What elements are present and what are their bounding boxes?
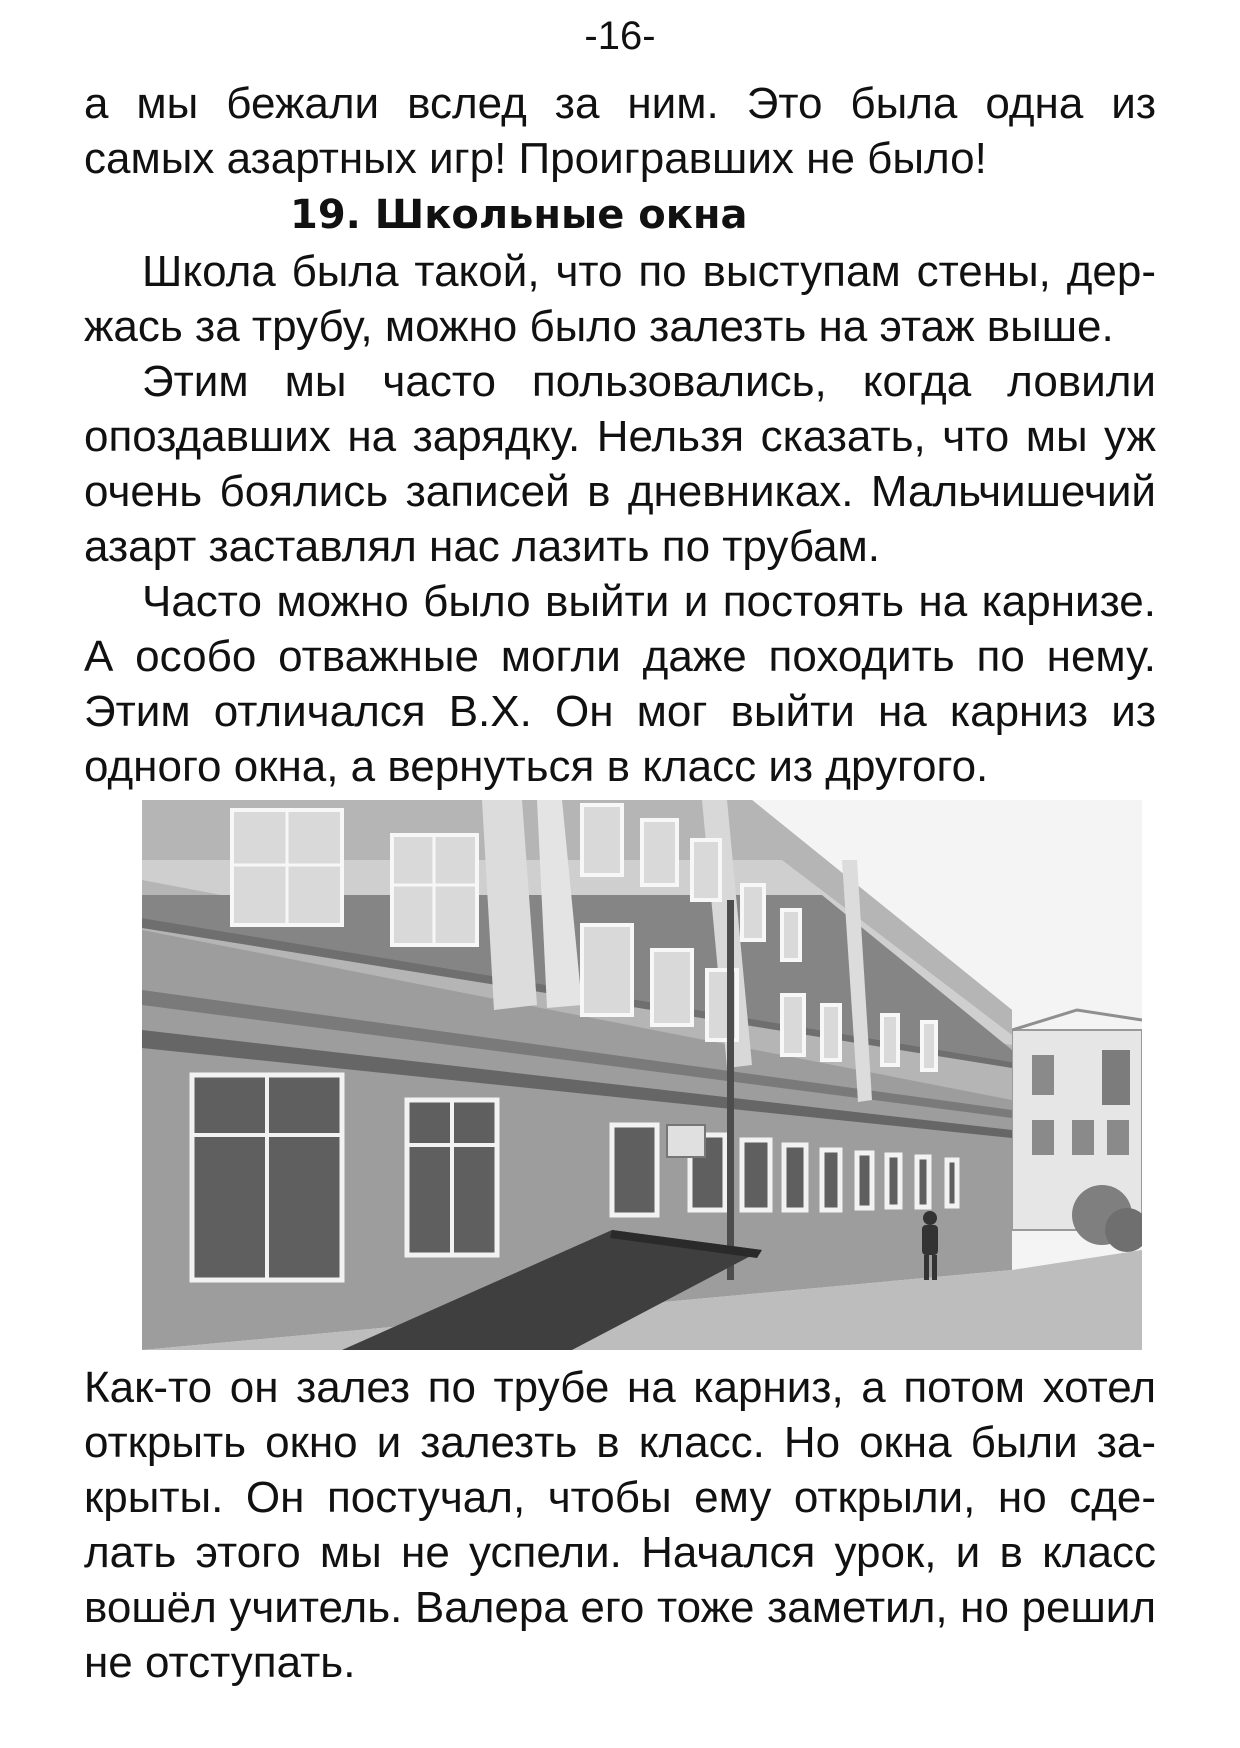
paragraph-3: Часто можно было выйти и постоять на карнизе. А особо отважные могли даже походить по нему. Этим отличался В.Х. Он мог выйти на карниз из одного окна, а вернуться в класс из другого. bbox=[84, 577, 1156, 791]
page-number: -16- bbox=[584, 14, 656, 58]
text-block-top bbox=[84, 76, 1156, 794]
section-heading: 19. Школьные окна bbox=[290, 192, 748, 238]
paragraph-2: Этим мы часто пользовались, когда ловили опоздавших на зарядку. Нельзя сказать, что мы уж очень боялись записей в дневниках. Мальчишечий азарт заставлял нас лазить по трубам. bbox=[84, 357, 1156, 571]
intro-paragraph: а мы бежали вслед за ним. Это была одна из самых азартных игр! Проигравших не было! bbox=[84, 79, 1156, 183]
paragraph-4: Как-то он залез по трубе на карниз, а потом хотел открыть окно и залезть в класс. Но окна были закрыты. Он постучал, чтобы ему открыли, но сделать этого мы не успели. Начался урок, и в класс вошёл учитель. Валера его тоже заметил, но решил не отступать. bbox=[84, 1363, 1156, 1687]
paragraph-1: Школа была такой, что по выступам стены, держась за трубу, можно было залезть на этаж выше. bbox=[84, 247, 1156, 351]
school-building-photo bbox=[142, 800, 1142, 1350]
text-block-bottom bbox=[84, 1360, 1156, 1690]
